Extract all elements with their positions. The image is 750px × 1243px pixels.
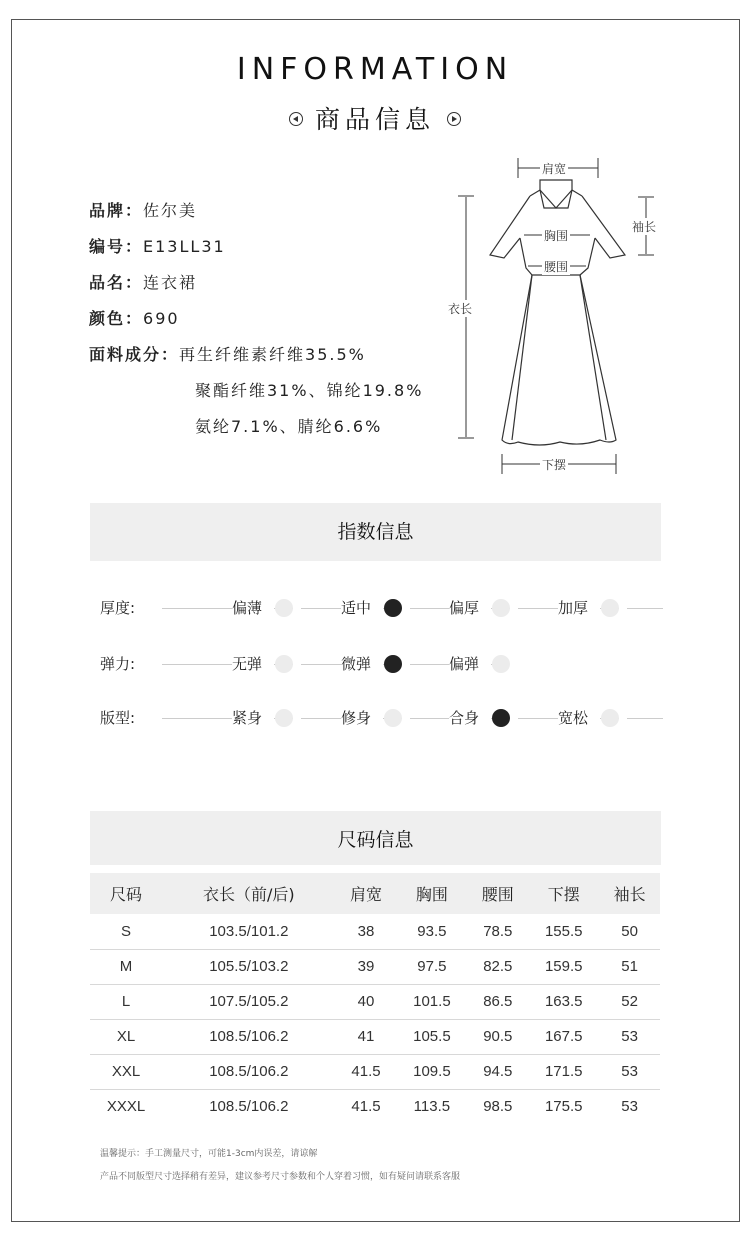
product-info [89, 199, 423, 451]
info-brand [89, 199, 423, 235]
size-cell: 108.5/106.2 [162, 1019, 336, 1054]
fabric-line: 聚酯纤维31%、锦纶19.8% [195, 381, 424, 400]
fabric-line: 氨纶7.1%、腈纶6.6% [195, 417, 383, 436]
index-option-label: 紧身 [232, 706, 274, 730]
size-cell: 167.5 [528, 1019, 599, 1054]
color-value: 690 [143, 309, 180, 328]
label-length: 衣长 [448, 302, 473, 316]
info-name [89, 271, 423, 307]
brand-value: 佐尔美 [143, 201, 198, 220]
index-option-label: 合身 [449, 706, 491, 730]
title-english: INFORMATION [236, 52, 514, 87]
unselected-dot-icon [275, 709, 293, 727]
size-cell: 94.5 [467, 1054, 528, 1089]
unselected-dot-icon [275, 655, 293, 673]
index-option-label: 修身 [341, 706, 383, 730]
size-header-cell: 下摆 [528, 873, 599, 914]
size-header-cell: 袖长 [599, 873, 660, 914]
size-cell: 38 [336, 914, 397, 949]
unselected-dot-icon [601, 599, 619, 617]
size-cell: S [90, 914, 162, 949]
size-cell: 105.5/103.2 [162, 949, 336, 984]
table-row [90, 984, 660, 1019]
label-hem: 下摆 [542, 458, 567, 472]
size-table [90, 873, 660, 1124]
size-cell: XL [90, 1019, 162, 1054]
name-value: 连衣裙 [143, 273, 198, 292]
circle-left-arrow-icon [289, 112, 303, 126]
size-cell: XXL [90, 1054, 162, 1089]
index-option-label: 适中 [341, 596, 383, 620]
dress-diagram [440, 150, 670, 480]
size-cell: 171.5 [528, 1054, 599, 1089]
index-row-label: 厚度: [100, 599, 136, 617]
size-header-cell: 尺码 [90, 873, 162, 914]
size-header-cell: 胸围 [396, 873, 467, 914]
circle-right-arrow-icon [447, 112, 461, 126]
index-row-label: 版型: [100, 709, 136, 727]
index-row-label: 弹力: [100, 655, 136, 673]
color-label: 颜色： [89, 309, 144, 328]
index-option-label: 微弹 [341, 652, 383, 676]
size-cell: 113.5 [413, 1098, 451, 1116]
index-option-label: 偏薄 [232, 596, 274, 620]
table-row [90, 1054, 660, 1089]
size-cell: 41.5 [336, 1054, 397, 1089]
table-row [90, 914, 660, 949]
unselected-dot-icon [384, 709, 402, 727]
label-waist: 腰围 [544, 260, 569, 274]
size-cell: 108.5/106.2 [209, 1098, 289, 1116]
label-chest: 胸围 [544, 229, 569, 243]
table-row [90, 1019, 660, 1054]
size-cell: 41 [336, 1019, 397, 1054]
title-chinese: 商品信息 [314, 105, 435, 134]
note-line: 温馨提示：手工测量尺寸，可能1-3cm内误差，请谅解 [100, 1149, 318, 1159]
size-section-title: 尺码信息 [90, 811, 661, 865]
label-shoulder: 肩宽 [542, 162, 567, 176]
size-cell: 53 [621, 1098, 638, 1116]
size-cell: 51 [599, 949, 660, 984]
size-header-cell: 肩宽 [336, 873, 397, 914]
size-cell: 163.5 [528, 984, 599, 1019]
index-option-label: 无弹 [232, 652, 274, 676]
size-cell: 109.5 [396, 1054, 467, 1089]
index-option-label: 偏弹 [449, 652, 491, 676]
index-option-label: 偏厚 [449, 596, 491, 620]
index-option-label: 加厚 [558, 596, 600, 620]
size-cell: 103.5/101.2 [162, 914, 336, 949]
size-cell: 155.5 [528, 914, 599, 949]
size-cell: M [90, 949, 162, 984]
size-cell: 53 [599, 1019, 660, 1054]
selected-dot-icon [384, 599, 402, 617]
size-cell: 107.5/105.2 [162, 984, 336, 1019]
size-header-cell: 衣长（前/后) [162, 873, 336, 914]
size-cell: 175.5 [544, 1098, 583, 1116]
index-row [100, 596, 665, 620]
info-code [89, 235, 423, 271]
fabric-line: 再生纤维素纤维35.5% [179, 345, 366, 364]
unselected-dot-icon [492, 655, 510, 673]
size-cell: L [90, 984, 162, 1019]
size-cell: 52 [599, 984, 660, 1019]
table-row [90, 1089, 660, 1124]
size-cell: 40 [336, 984, 397, 1019]
size-table-body [90, 914, 660, 1124]
unselected-dot-icon [275, 599, 293, 617]
info-fabric [89, 343, 423, 379]
size-cell: XXXL [106, 1098, 146, 1116]
label-sleeve: 袖长 [632, 220, 657, 234]
size-cell: 39 [336, 949, 397, 984]
size-cell: 50 [599, 914, 660, 949]
name-label: 品名： [89, 273, 144, 292]
size-cell: 98.5 [483, 1098, 513, 1116]
size-cell: 82.5 [467, 949, 528, 984]
unselected-dot-icon [492, 599, 510, 617]
size-cell: 90.5 [467, 1019, 528, 1054]
fabric-label: 面料成分： [89, 345, 180, 364]
brand-label: 品牌： [89, 201, 144, 220]
size-cell: 97.5 [396, 949, 467, 984]
size-cell: 101.5 [396, 984, 467, 1019]
info-fabric-cont [89, 379, 423, 415]
size-header-cell: 腰围 [467, 873, 528, 914]
selected-dot-icon [492, 709, 510, 727]
size-cell: 78.5 [467, 914, 528, 949]
size-cell: 93.5 [396, 914, 467, 949]
selected-dot-icon [384, 655, 402, 673]
info-fabric-cont [89, 415, 423, 451]
size-table-header [90, 873, 660, 914]
info-color [89, 307, 423, 343]
code-value: E13LL31 [143, 237, 226, 256]
dress-outline-icon [440, 150, 670, 480]
index-section-title: 指数信息 [90, 503, 661, 561]
title-chinese-wrap [0, 100, 750, 136]
size-cell: 108.5/106.2 [162, 1054, 336, 1089]
index-option-label: 宽松 [558, 706, 600, 730]
size-cell: 159.5 [528, 949, 599, 984]
index-row [100, 652, 665, 676]
size-cell: 105.5 [396, 1019, 467, 1054]
note-line: 产品不同版型尺寸选择稍有差异，建议参考尺寸参数和个人穿着习惯，如有疑问请联系客服 [100, 1172, 461, 1182]
size-cell: 53 [599, 1054, 660, 1089]
unselected-dot-icon [601, 709, 619, 727]
size-cell: 86.5 [467, 984, 528, 1019]
size-cell: 41.5 [351, 1098, 381, 1116]
code-label: 编号： [89, 237, 144, 256]
index-row [100, 706, 665, 730]
table-row [90, 949, 660, 984]
